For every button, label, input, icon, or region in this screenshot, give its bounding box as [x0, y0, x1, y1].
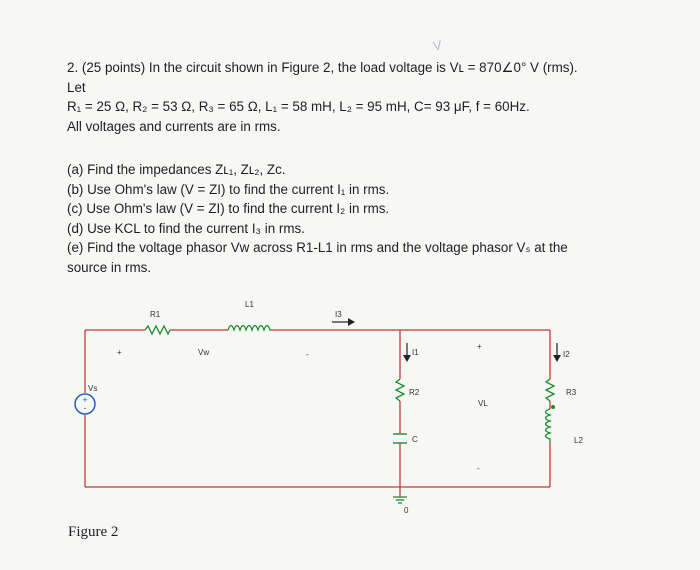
part-e-line-1: (e) Find the voltage phasor Vᴡ across R1-L1 in rms and the voltage phasor Vₛ at the: [67, 240, 568, 255]
circuit-diagram: [60, 285, 650, 515]
i2-arrow-icon: [553, 343, 561, 362]
label-l2: L2: [574, 436, 583, 445]
plus-mark-right: +: [477, 342, 482, 351]
part-a: (a) Find the impedances Zʟ₁, Zʟ₂, Zᴄ.: [67, 162, 286, 177]
label-vl: VL: [478, 399, 488, 408]
label-i1: I1: [412, 348, 419, 357]
label-ground: 0: [404, 506, 409, 515]
part-b: (b) Use Ohm's law (V = ZI) to find the current I₁ in rms.: [67, 181, 390, 197]
problem-line-3: R₁ = 25 Ω, R₂ = 53 Ω, R₃ = 65 Ω, L₁ = 58 mH, L₂ = 95 mH, C= 93 μF, f = 60Hz.: [67, 99, 530, 114]
svg-text:+: +: [82, 395, 88, 405]
pen-mark: V: [431, 37, 443, 54]
plus-mark-left: +: [117, 348, 122, 357]
r3-resistor-icon: [546, 379, 554, 401]
problem-line-2: Let: [67, 79, 86, 95]
l2-inductor-icon: [546, 409, 551, 443]
minus-mark-right: -: [477, 464, 480, 473]
problem-line-1: 2. (25 points) In the circuit shown in Figure 2, the load voltage is Vʟ = 870∠0° V (rms).: [67, 60, 578, 75]
r2-resistor-icon: [396, 379, 404, 401]
voltage-source-icon: [75, 394, 95, 414]
i3-arrow-icon: [332, 318, 355, 326]
label-l1: L1: [245, 300, 254, 309]
problem-line-4: All voltages and currents are in rms.: [67, 118, 281, 134]
problem-statement: [67, 58, 667, 136]
label-vw: Vw: [198, 348, 210, 357]
ground-icon: [393, 497, 407, 503]
label-c: C: [412, 435, 418, 444]
part-d: (d) Use KCL to find the current I₃ in rms.: [67, 220, 305, 236]
figure-caption: Figure 2: [68, 524, 119, 540]
label-r3: R3: [566, 388, 577, 397]
r1-resistor-icon: [145, 326, 170, 334]
part-e-line-2: source in rms.: [67, 259, 152, 275]
l2-dot-icon: [551, 405, 555, 409]
l1-inductor-icon: [228, 326, 272, 331]
svg-text:-: -: [83, 403, 87, 413]
capacitor-icon: [393, 434, 407, 443]
label-r2: R2: [409, 388, 420, 397]
label-vs: Vs: [88, 384, 98, 393]
part-c: (c) Use Ohm's law (V = ZI) to find the current I₂ in rms.: [67, 201, 390, 216]
problem-parts: [67, 160, 627, 277]
label-i3: I3: [335, 310, 342, 319]
label-i2: I2: [563, 350, 570, 359]
i1-arrow-icon: [403, 343, 411, 362]
minus-mark-mid: -: [306, 350, 309, 359]
label-r1: R1: [150, 310, 161, 319]
